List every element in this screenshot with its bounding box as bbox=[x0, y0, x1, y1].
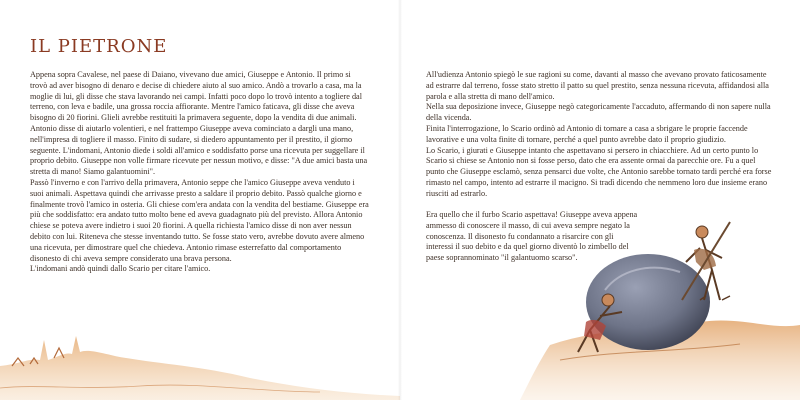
boulder-illustration bbox=[400, 0, 800, 400]
paragraph: L'indomani andò quindi dallo Scario per citare l'amico. bbox=[30, 264, 211, 274]
paragraph: Lo Scario, i giurati e Giuseppe intanto che aspettavano si persero in chiacchiere. Ad un certo punto lo Scario si chiese se Antonio non si fosse perso, dato che era assente ormai da parecchie ore. Fu a quel punto che Giuseppe esclamò, senza pensarci due volte, che Antonio sarebbe tornato tardi perché era forse rimasto nel campo, intento ad estrarre il macigno. Si tradì dicendo che nemmeno loro due insieme erano riusciti ad estrarlo. bbox=[426, 145, 772, 198]
paragraph: Finita l'interrogazione, lo Scario ordinò ad Antonio di tornare a casa a sbrigare le proprie faccende lavorative e una volta finite di tornare, perché a quel punto avrebbe dato il proprio giudizio. bbox=[426, 123, 748, 144]
paragraph: Appena sopra Cavalese, nel paese di Daiano, vivevano due amici, Giuseppe e Antonio. Il primo si trovò ad aver bisogno di denaro e decise di chiedere aiuto al suo amico. Andò a trovarlo a casa, ma la moglie di lui, gli disse che stava lavorando nei campi. Infatti poco dopo lo trovò intento a togliere dal terreno, con leva e badile, una grossa roccia affiorante. Mentre l'amico faticava, gli disse che aveva bisogno di 20 fiorini. Glieli avrebbe restituiti la primavera seguente, dopo la vendita di due animali. Antonio disse di aiutarlo volentieri, e nel frattempo Giuseppe aveva cominciato a dargli una mano, nell'impresa di togliere il masso. Finito di sudare, si diedero appuntamento per il prestito, il giorno seguente. L'indomani, Antonio diede i soldi all'amico e soddisfatto porse una ricevuta per suggellare il proprio debito. Giuseppe non volle firmare ricevute per nessun motivo, e disse: "A due amici basta una stretta di mano! Siamo galantuomini". bbox=[30, 70, 368, 177]
paragraph: Passò l'inverno e con l'arrivo della primavera, Antonio seppe che l'amico Giuseppe aveva venduto i suoi animali. Aspettava quindi che arrivasse presto a saldare il proprio debito. Passò qualche giorno e finalmente trovò l'amico in osteria. Gli chiese com'era andata con la vendita del bestiame. Giuseppe era più che soddisfatto: era andato tutto molto bene ed aveva guadagnato più del previsto. Allora Antonio chiese se poteva avere indietro i suoi 20 fiorini. A quella richiesta l'amico disse di non aver nessun debito con lui. Riteneva che stesse inventando tutto. Se fosse stato vero, avrebbe dovuto avere almeno una ricevuta, per dimostrare quel che chiedeva. Antonio rimase esterrefatto dal comportamento disonesto di chi aveva sempre considerato una brava persona. bbox=[30, 177, 369, 263]
paragraph: Era quello che il furbo Scario aspettava! Giuseppe aveva appena ammesso di conoscere il masso, di cui aveva sempre negato la conoscenza. Il disonesto fu condannato a risarcire con gli interessi il suo debito e da quel giorno diventò lo zimbello del paese soprannominato "il galantuomo scarso". bbox=[426, 210, 638, 263]
village-skyline-illustration bbox=[0, 318, 400, 400]
paragraph: Nella sua deposizione invece, Giuseppe negò categoricamente l'accaduto, affermando di non sapere nulla della vicenda. bbox=[426, 102, 771, 123]
left-body-text bbox=[30, 70, 370, 275]
paragraph: All'udienza Antonio spiegò le sue ragioni su come, davanti al masso che avevano provato faticosamente ad estrarre dal terreno, fosse stato stretto il patto su quel prestito, senza nessuna ricevuta, affidandosi alla parola e alla stretta di mano dell'amico. bbox=[426, 70, 769, 101]
page-title: IL PIETRONE bbox=[30, 36, 168, 57]
